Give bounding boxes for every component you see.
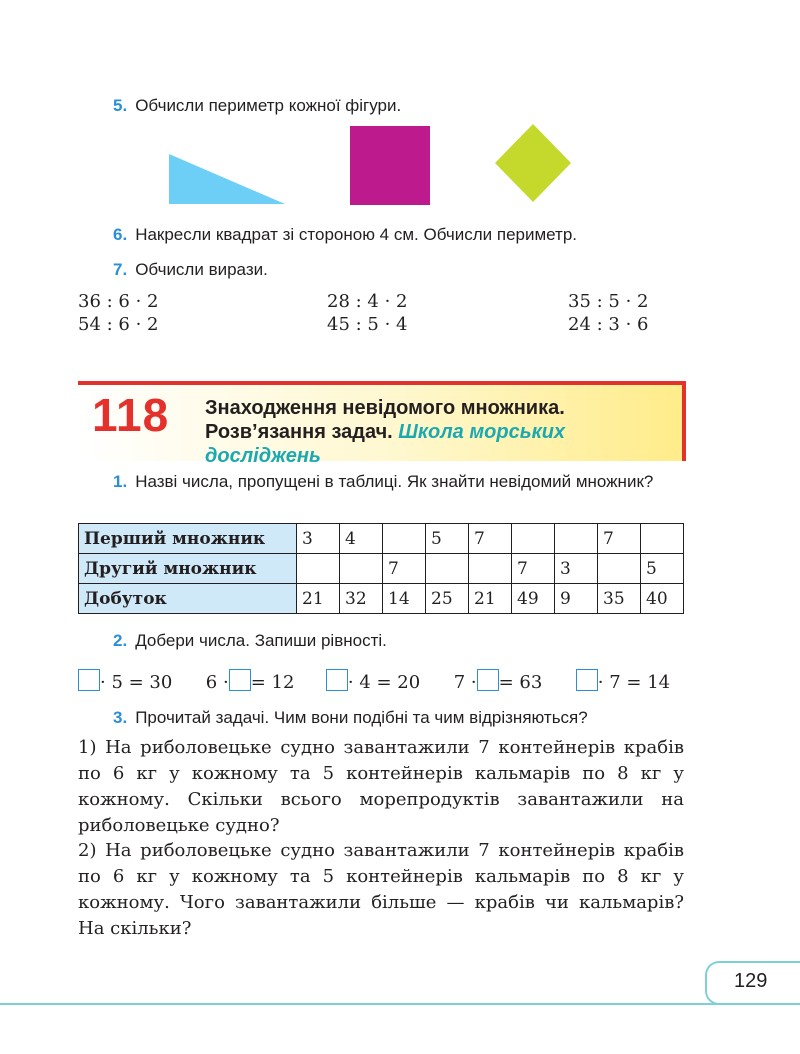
table-cell: 49 (512, 584, 555, 614)
table-cell: 5 (641, 554, 684, 584)
table-cell: 3 (555, 554, 598, 584)
lesson-title-line-2 (205, 420, 565, 444)
row-header: Добуток (79, 584, 297, 614)
answer-box[interactable] (229, 669, 251, 691)
equation-part: 7 · (453, 672, 477, 693)
problem-1: 1) На риболовецьке судно завантажили 7 контейнерів крабів по 6 кг у кожному та 5 контейнерів кальмарів по 8 кг у кожному. Скільки всього морепродуктів завантажили на риболовецьке судно? (78, 737, 684, 836)
square-shape (350, 126, 430, 205)
task-5-number: 5. (113, 96, 128, 115)
lesson-number: 118 (92, 389, 170, 441)
task-3-text: Прочитай задачі. Чим вони подібні та чим відрізняються? (135, 708, 588, 727)
table-cell (297, 554, 340, 584)
table-cell: 35 (598, 584, 641, 614)
table-row (79, 554, 684, 584)
lesson-title-line-3: досліджень (205, 445, 321, 467)
rhombus-shape (495, 124, 571, 202)
answer-box[interactable] (477, 669, 499, 691)
table-cell: 32 (340, 584, 383, 614)
lesson-title-line-1: Знаходження невідомого множника. (205, 397, 565, 419)
task-5-text: Обчисли периметр кожної фігури. (135, 96, 402, 115)
task-1 (113, 472, 685, 492)
page-number: 129 (734, 970, 768, 992)
equation-part: 6 · (205, 672, 229, 693)
table-cell: 21 (297, 584, 340, 614)
table-cell (512, 524, 555, 554)
lesson-title-plain: Розв’язання задач. (205, 421, 393, 443)
task-1-number: 1. (113, 472, 128, 491)
table-cell: 4 (340, 524, 383, 554)
table-cell: 40 (641, 584, 684, 614)
task-3 (113, 708, 588, 728)
task-7-text: Обчисли вирази. (135, 260, 268, 279)
equation-part: = 12 (250, 672, 295, 693)
table-cell: 21 (469, 584, 512, 614)
expression-column-3 (568, 290, 648, 336)
expression: 35 : 5 · 2 (568, 291, 649, 312)
table-cell (598, 554, 641, 584)
lesson-title (205, 396, 565, 468)
expression: 54 : 6 · 2 (78, 314, 159, 335)
table-cell: 5 (426, 524, 469, 554)
table-cell: 14 (383, 584, 426, 614)
task-2-number: 2. (113, 631, 128, 650)
task-1-text: Назві числа, пропущені в таблиці. Як знайти невідомий множник? (135, 472, 654, 491)
triangle-shape (169, 154, 285, 204)
table-cell (383, 524, 426, 554)
expression-column-2 (327, 290, 407, 336)
expression: 28 : 4 · 2 (327, 291, 408, 312)
table-cell: 25 (426, 584, 469, 614)
answer-box[interactable] (78, 669, 100, 691)
table-cell: 3 (297, 524, 340, 554)
expression-column-1 (78, 290, 158, 336)
problem-2: 2) На риболовецьке судно завантажили 7 контейнерів крабів по 6 кг у кожному та 5 контейнерів кальмарів по 8 кг у кожному. Чого завантажили більше — крабів чи кальмарів? На скільки? (78, 840, 684, 939)
equation-part: · 4 = 20 (347, 672, 421, 693)
table-cell: 7 (512, 554, 555, 584)
row-header: Другий множник (79, 554, 297, 584)
answer-box[interactable] (326, 669, 348, 691)
table-cell: 7 (469, 524, 512, 554)
task-7 (113, 260, 268, 280)
table-cell (641, 524, 684, 554)
multiplication-table (78, 523, 684, 614)
lesson-title-italic: Школа морських (398, 421, 566, 443)
expression: 45 : 5 · 4 (327, 314, 408, 335)
task-6-text: Накресли квадрат зі стороною 4 см. Обчисли периметр. (135, 225, 578, 244)
expression: 24 : 3 · 6 (568, 314, 649, 335)
shapes-figure (160, 120, 590, 210)
task-6 (113, 225, 577, 245)
task-5 (113, 96, 401, 116)
table-row (79, 524, 684, 554)
task-2 (113, 631, 387, 651)
table-cell: 7 (383, 554, 426, 584)
table-cell: 7 (598, 524, 641, 554)
table-cell: 9 (555, 584, 598, 614)
task-3-number: 3. (113, 708, 128, 727)
bottom-rule (0, 1003, 800, 1005)
table-cell (469, 554, 512, 584)
task-2-text: Добери числа. Запиши рівності. (135, 631, 387, 650)
task-7-number: 7. (113, 260, 128, 279)
answer-box[interactable] (576, 669, 598, 691)
equation-part: = 63 (498, 672, 543, 693)
table-cell (340, 554, 383, 584)
table-cell (426, 554, 469, 584)
table-cell (555, 524, 598, 554)
equation-part: · 5 = 30 (100, 672, 173, 693)
table-row (79, 584, 684, 614)
row-header: Перший множник (79, 524, 297, 554)
task-6-number: 6. (113, 225, 128, 244)
equation-part: · 7 = 14 (597, 672, 671, 693)
expression: 36 : 6 · 2 (78, 291, 159, 312)
equations-row (78, 669, 670, 693)
